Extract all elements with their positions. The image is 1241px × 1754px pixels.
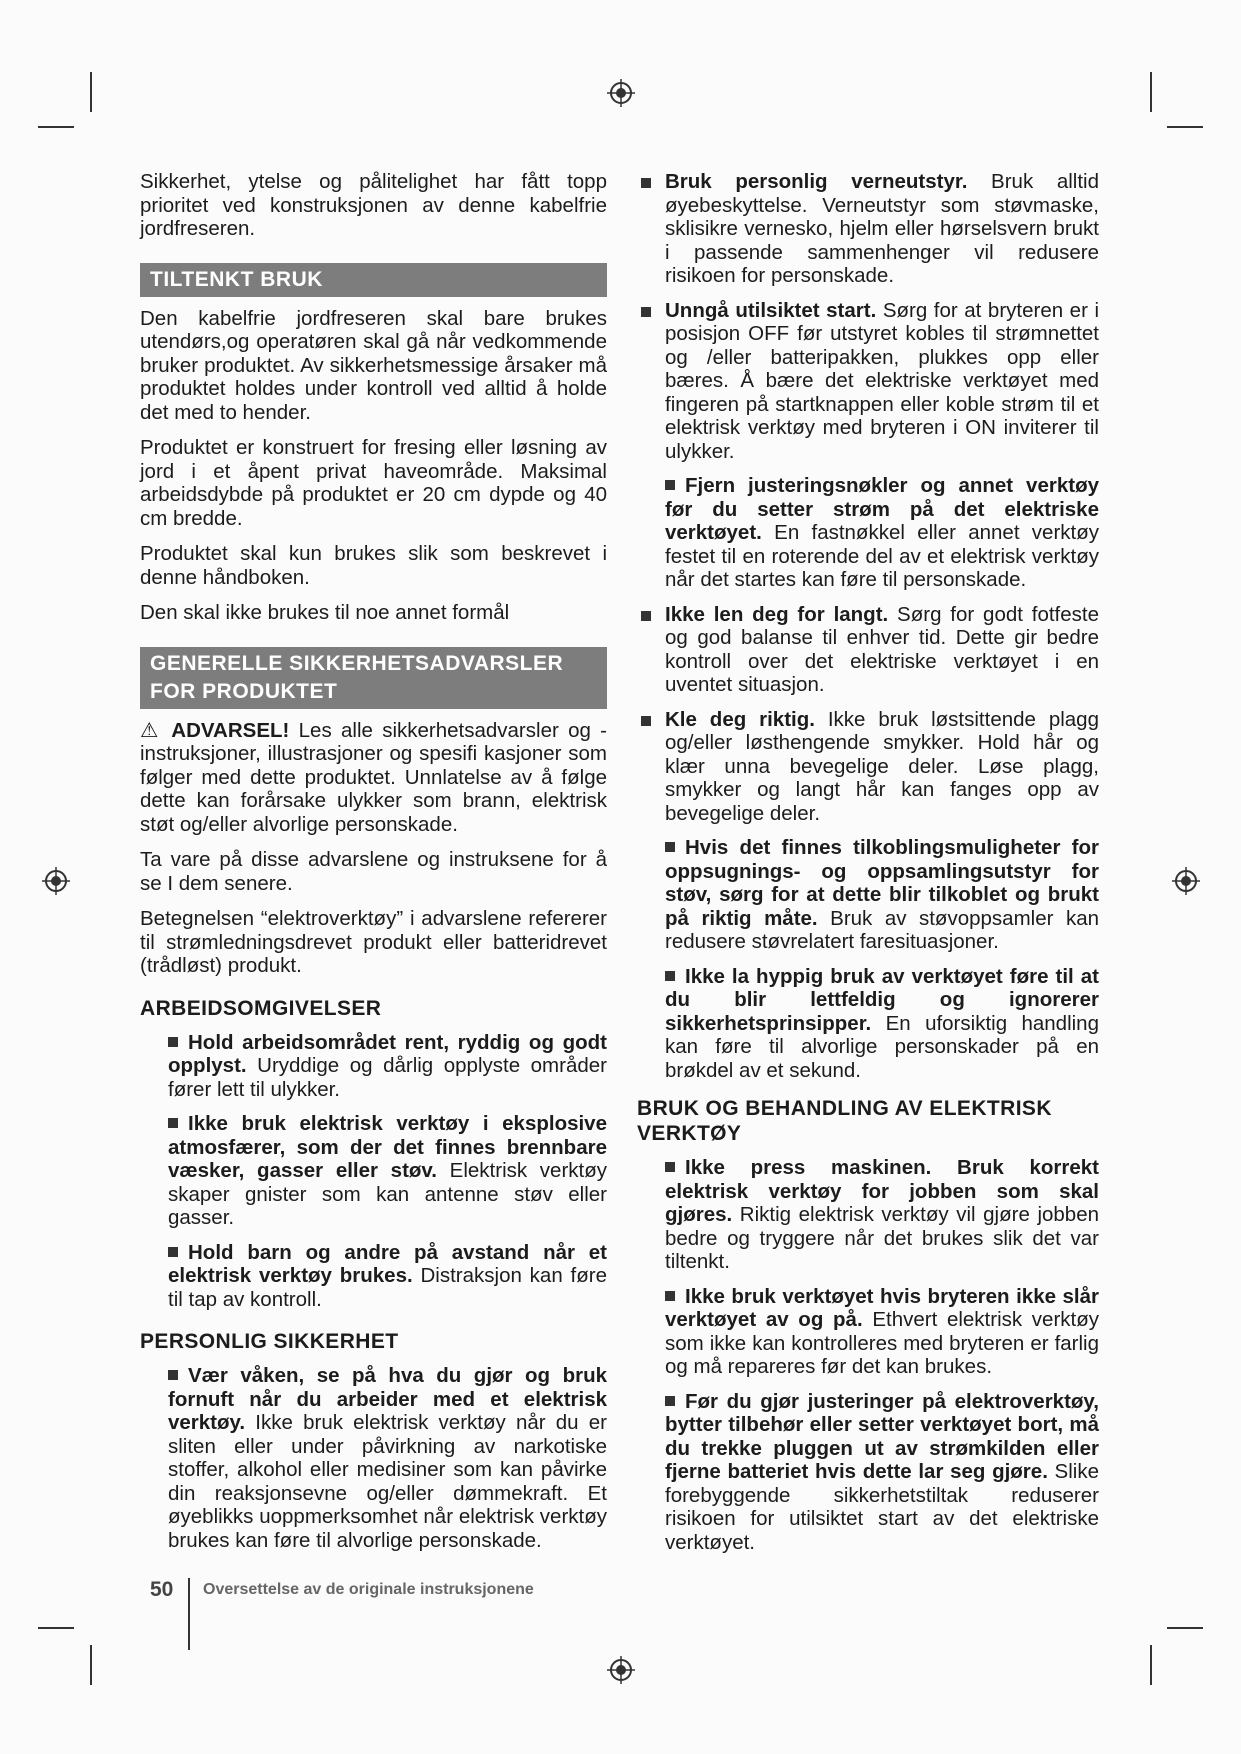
registration-mark-icon: [606, 78, 636, 108]
item-bold: Ikke la hyppig bruk av verktøyet føre til at du blir lettfeldig og ignorerer sikkerhetsprinsipper.: [665, 964, 1099, 1035]
item-text: Ethvert elektrisk verktøy som ikke kan kontrolleres med bryteren er farlig og må repareres før det kan brukes.: [665, 1308, 1099, 1378]
paragraph: Betegnelsen “elektroverktøy” i advarslene refererer til strømledningsdrevet produkt eller batteridrevet (trådløst) produkt.: [140, 907, 607, 977]
item-text: Sørg for at bryteren er i posisjon OFF før utstyret kobles til strømnettet og /eller batteripakken, plukkes opp eller bæres. Å bære det elektriske verktøyet med fingeren på startknappen eller koble strøm til et elektrisk verktøy med bryteren i ON inviterer til ulykker.: [665, 298, 1099, 463]
bullet-square-icon: [665, 1291, 675, 1301]
paragraph: Produktet er konstruert for fresing eller løsning av jord i et åpent privat haveområde. Maksimal arbeidsdybde på produktet er 20 cm dypde og 40 cm bredde.: [140, 436, 607, 530]
bullet-square-icon: [665, 480, 675, 490]
section-banner-generelle: GENERELLE SIKKERHETSADVARSLER FOR PRODUKTET: [140, 647, 607, 709]
intro-paragraph: Sikkerhet, ytelse og pålitelighet har fått topp prioritet ved konstruksjonen av denne kabelfrie jordfreseren.: [140, 170, 607, 240]
page-number: 50: [150, 1578, 174, 1601]
item-text: Bruk av støvoppsamler kan redusere støvrelatert faresituasjoner.: [665, 906, 1099, 953]
item-text: Distraksjon kan føre til tap av kontroll.: [168, 1264, 607, 1311]
list-item: [637, 299, 1099, 464]
registration-mark-icon: [1171, 866, 1201, 896]
warning-label: ADVARSEL!: [171, 718, 290, 742]
item-bold: Fjern justeringsnøkler og annet verktøy før du setter strøm på det elektriske verktøyet.: [665, 474, 1099, 544]
list-item: [140, 1364, 607, 1552]
bullet-square-icon: [168, 1370, 178, 1380]
paragraph: Ta vare på disse advarslene og instruksene for å se I dem senere.: [140, 848, 607, 895]
bullet-square-icon: [665, 1162, 675, 1172]
list-item: [637, 1156, 1099, 1274]
bullet-square-icon: [665, 842, 675, 852]
list-item: [140, 1241, 607, 1312]
item-bold: Kle deg riktig.: [665, 707, 815, 731]
crop-mark: [38, 126, 74, 128]
item-text: Ikke bruk elektrisk verktøy når du er sliten eller under påvirkning av narkotiske stoffer, alkohol eller medisiner som kan påvirke din reaksjonsevne og/eller dømmekraft. Et øyeblikks uoppmerksomhet når elektrisk verktøy brukes kan føre til alvorlige personskade.: [168, 1411, 607, 1552]
bullet-square-icon: [641, 307, 651, 317]
item-text: Slike forebyggende sikkerhetstiltak reduserer risikoen for utilsiktet start av det elektriske verktøyet.: [665, 1460, 1099, 1554]
crop-mark: [1167, 1627, 1203, 1629]
list-item: [637, 965, 1099, 1083]
bullet-square-icon: [665, 971, 675, 981]
item-text: Sørg for godt fotfeste og god balanse til enhver tid. Dette gir bedre kontroll over det elektriske verktøyet i en uventet situasjon.: [665, 602, 1099, 696]
registration-mark-icon: [41, 866, 71, 896]
paragraph: Den kabelfrie jordfreseren skal bare brukes utendørs,og operatøren skal gå når vedkommende bruker produktet. Av sikkerhetsmessige årsaker må produktet holdes under kontroll ved alltid å holde det med to hender.: [140, 306, 607, 424]
list-item: [637, 170, 1099, 288]
bullet-square-icon: [168, 1037, 178, 1047]
item-bold: Ikke bruk verktøyet hvis bryteren ikke slår verktøyet av og på.: [665, 1284, 1099, 1331]
item-text: En uforsiktig handling kan føre til alvorlige personskader på en brøkdel av et sekund.: [665, 1011, 1099, 1082]
left-column: [140, 170, 607, 1563]
list-item: [637, 1285, 1099, 1379]
bullet-square-icon: [168, 1118, 178, 1128]
crop-mark: [90, 1645, 92, 1685]
bullet-square-icon: [168, 1247, 178, 1257]
item-bold: Før du gjør justeringer på elektroverktøy, bytter tilbehør eller setter verktøyet bort, må du trekke pluggen ut av strømkilden eller fjerne batteriet hvis dette lar seg gjøre.: [665, 1389, 1099, 1483]
right-column: [637, 170, 1099, 1565]
paragraph: Produktet skal kun brukes slik som beskrevet i denne håndboken.: [140, 542, 607, 589]
list-item: [140, 1112, 607, 1230]
footer-text: Oversettelse av de originale instruksjonene: [203, 1581, 534, 1598]
list-item: [637, 708, 1099, 826]
crop-mark: [38, 1627, 74, 1629]
item-text: Uryddige og dårlig opplyste områder fører lett til ulykker.: [168, 1054, 607, 1101]
item-text: Bruk alltid øyebeskyttelse. Verneutstyr som støvmaske, sklisikre vernesko, hjelm eller hørselsvern brukt i passende sammenhenger vil redusere risikoen for personskade.: [665, 170, 1099, 287]
item-bold: Unngå utilsiktet start.: [665, 298, 877, 322]
paragraph: Den skal ikke brukes til noe annet formål: [140, 601, 510, 624]
item-bold: Vær våken, se på hva du gjør og bruk fornuft når du arbeider med et elektrisk verktøy.: [168, 1364, 607, 1434]
crop-mark: [1150, 1645, 1152, 1685]
warning-text: Les alle sikkerhetsadvarsler og -instruksjoner, illustrasjoner og spesifi kasjoner som følger med dette produktet. Unnlatelse av å følge dette kan forårsake ulykker som brann, elektrisk støt og/eller alvorlige personskade.: [140, 718, 607, 836]
list-item: [637, 603, 1099, 697]
bullet-square-icon: [641, 716, 651, 726]
item-bold: Bruk personlig verneutstyr.: [665, 170, 968, 193]
registration-mark-icon: [606, 1655, 636, 1685]
warning-paragraph: [140, 719, 607, 837]
list-item: [637, 1390, 1099, 1555]
list-item: [637, 474, 1099, 592]
item-bold: Hold arbeidsområdet rent, ryddig og godt opplyst.: [168, 1030, 607, 1077]
subheading-personlig: PERSONLIG SIKKERHET: [140, 1330, 399, 1353]
bullet-square-icon: [641, 611, 651, 621]
subheading-arbeid: ARBEIDSOMGIVELSER: [140, 996, 382, 1020]
item-text: Ikke bruk løstsittende plagg og/eller løsthengende smykker. Hold hår og klær unna bevegelige deler. Løse plagg, smykker og langt hår kan fanges opp av bevegelige deler.: [665, 707, 1099, 825]
crop-mark: [1167, 126, 1203, 128]
item-text: En fastnøkkel eller annet verktøy festet til en roterende del av et elektrisk verktøy når det startes kan føre til personskade.: [665, 521, 1099, 591]
section-banner-tiltenkt: TILTENKT BRUK: [140, 263, 607, 297]
item-text: Riktig elektrisk verktøy vil gjøre jobben bedre og tryggere når det brukes slik det var tiltenkt.: [665, 1203, 1099, 1273]
item-bold: Ikke len deg for langt.: [665, 602, 889, 626]
list-item: [637, 836, 1099, 954]
subheading-bruk: BRUK OG BEHANDLING AV ELEKTRISK VERKTØY: [637, 1097, 1052, 1145]
bullet-square-icon: [641, 178, 651, 188]
crop-mark: [90, 72, 92, 112]
crop-mark: [1150, 72, 1152, 112]
bullet-square-icon: [665, 1396, 675, 1406]
item-text: Elektrisk verktøy skaper gnister som kan antenne støv eller gasser.: [168, 1159, 607, 1229]
warning-triangle-icon: ⚠: [140, 718, 162, 742]
item-bold: Hold barn og andre på avstand når et elektrisk verktøy brukes.: [168, 1240, 607, 1287]
item-bold: Ikke press maskinen. Bruk korrekt elektrisk verktøy for jobben som skal gjøres.: [665, 1156, 1099, 1226]
item-bold: Ikke bruk elektrisk verktøy i eksplosive atmosfærer, som der det finnes brennbare væsker, gasser eller støv.: [168, 1112, 607, 1182]
item-bold: Hvis det finnes tilkoblingsmuligheter for oppsugnings- og oppsamlingsutstyr for støv, sørg for at dette blir tilkoblet og brukt på riktig måte.: [665, 836, 1099, 930]
list-item: [140, 1031, 607, 1102]
footer-divider: [188, 1578, 190, 1650]
